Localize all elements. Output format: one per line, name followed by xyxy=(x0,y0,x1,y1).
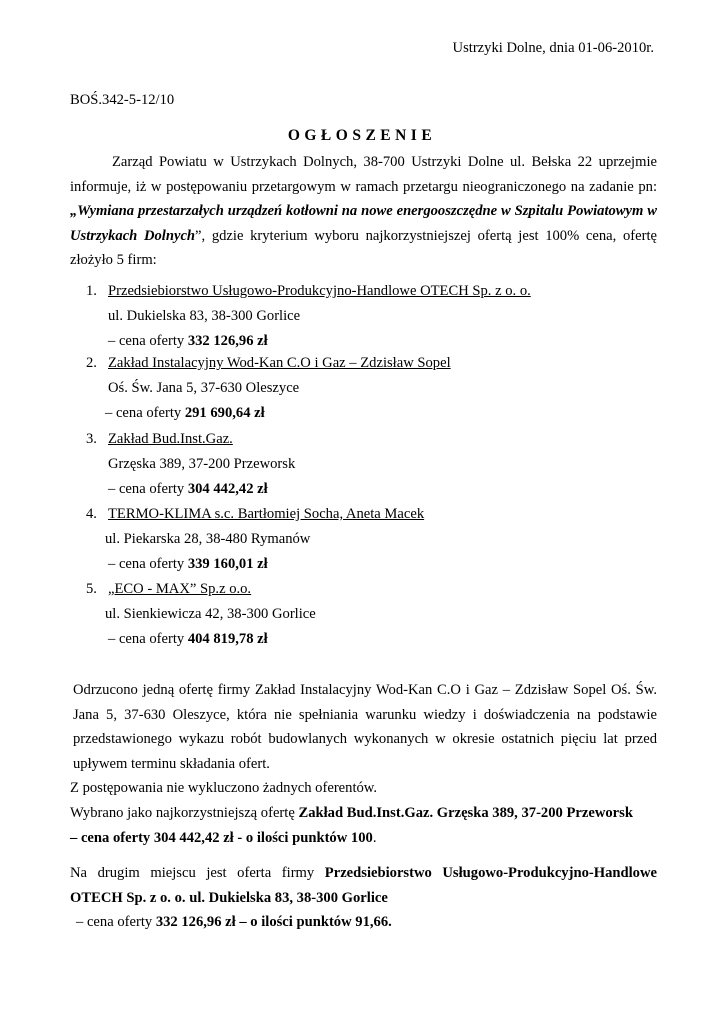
second-prefix: Na drugim miejscu jest oferta firmy xyxy=(70,865,325,881)
firm-price: 332 126,96 zł xyxy=(187,333,268,349)
rejection-paragraph: Odrzucono jedną ofertę firmy Zakład Instalacyjny Wod-Kan C.O i Gaz – Zdzisław Sopel Oś. Św. Jana 5, 37-630 Oleszyce, która nie spełniania warunku wiedzy i doświadczenia na podstawie przedstawionego wykazu robót budowlanych wykonanych w okresie ostatnich pięciu lat przed upływem terminu składania ofert. xyxy=(73,682,657,772)
document-date: Ustrzyki Dolne, dnia 01-06-2010r. xyxy=(452,40,654,56)
winner-price: – cena oferty 304 442,42 zł - o ilości punktów 100 xyxy=(70,829,373,846)
firm-name: TERMO-KLIMA s.c. Bartłomiej Socha, Aneta Macek xyxy=(108,506,425,522)
second-place-price xyxy=(76,910,392,935)
firm-name: „ECO - MAX” Sp.z o.o. xyxy=(108,581,252,597)
second-price-prefix: – cena oferty xyxy=(76,914,156,930)
firm-entry-3 xyxy=(70,427,670,502)
firm-name: Przedsiebiorstwo Usługowo-Produkcyjno-Handlowe OTECH Sp. z o. o. xyxy=(108,283,531,299)
firm-entry-5 xyxy=(70,577,670,652)
firm-price: 339 160,01 zł xyxy=(187,556,268,572)
firm-address: Grzęska 389, 37-200 Przeworsk xyxy=(108,456,296,472)
price-label: – cena oferty xyxy=(108,333,188,349)
firm-price: 404 819,78 zł xyxy=(187,631,268,647)
exclusion-paragraph: Z postępowania nie wykluczono żadnych oferentów. xyxy=(70,780,378,796)
intro-text-end: ”, gdzie kryterium wyboru najkorzystniejszej ofertą jest 100% cena, ofertę złożyło 5 firm: xyxy=(70,227,657,268)
second-firm: Przedsiebiorstwo Usługowo-Produkcyjno-Handlowe OTECH Sp. z o. o. ul. Dukielska 83, 38-300 Gorlice xyxy=(70,865,657,906)
winner-paragraph xyxy=(70,801,657,850)
price-label: – cena oferty xyxy=(105,405,185,421)
task-name: „Wymiana przestarzałych urządzeń kotłowni na nowe energooszczędne w Szpitalu Powiatowym w Ustrzykach Dolnych xyxy=(70,203,657,244)
firm-price: 304 442,42 zł xyxy=(187,481,268,497)
firm-number: 4. xyxy=(86,506,97,522)
firm-name: Zakład Bud.Inst.Gaz. xyxy=(108,431,233,447)
winner-suffix: . xyxy=(372,829,377,846)
firm-address: Oś. Św. Jana 5, 37-630 Oleszyce xyxy=(108,380,300,396)
firm-number: 3. xyxy=(86,431,97,447)
firm-price: 291 690,64 zł xyxy=(184,405,265,421)
second-place-paragraph xyxy=(70,861,657,910)
price-label: – cena oferty xyxy=(108,631,188,647)
firm-name: Zakład Instalacyjny Wod-Kan C.O i Gaz – Zdzisław Sopel xyxy=(108,355,451,371)
reference-number: BOŚ.342-5-12/10 xyxy=(70,92,175,108)
price-label: – cena oferty xyxy=(108,556,188,572)
firm-number: 5. xyxy=(86,581,97,597)
firm-address: ul. Dukielska 83, 38-300 Gorlice xyxy=(108,308,301,324)
winner-firm: Zakład Bud.Inst.Gaz. Grzęska 389, 37-200 Przeworsk xyxy=(298,805,633,821)
firm-address: ul. Sienkiewicza 42, 38-300 Gorlice xyxy=(105,606,316,622)
intro-text: Zarząd Powiatu w Ustrzykach Dolnych, 38-700 Ustrzyki Dolne ul. Bełska 22 uprzejmie informuje, iż w postępowaniu przetargowym w ramach przetargu nieograniczonego na zadanie pn: xyxy=(70,154,657,195)
second-price: 332 126,96 zł – o ilości punktów 91,66. xyxy=(155,914,392,930)
intro-paragraph xyxy=(70,150,657,273)
firm-number: 1. xyxy=(86,283,97,299)
winner-prefix: Wybrano jako najkorzystniejszą ofertę xyxy=(70,805,299,821)
page-title: OGŁOSZENIE xyxy=(287,127,437,144)
firm-entry-2 xyxy=(70,351,670,426)
price-label: – cena oferty xyxy=(108,481,188,497)
firm-number: 2. xyxy=(86,355,97,371)
firm-entry-1 xyxy=(70,279,670,354)
firm-entry-4 xyxy=(70,502,670,577)
firm-address: ul. Piekarska 28, 38-480 Rymanów xyxy=(105,531,311,547)
